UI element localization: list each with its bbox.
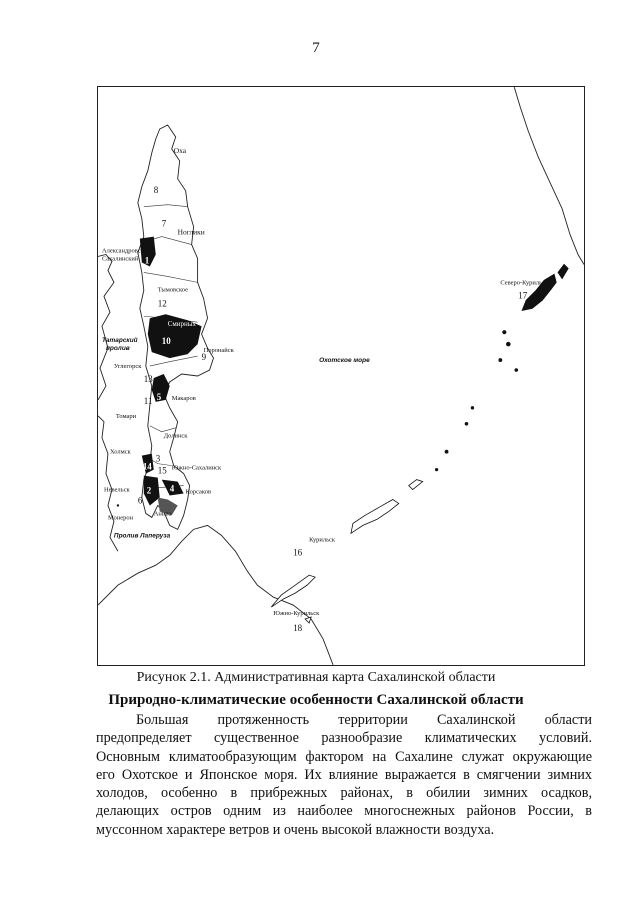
label-la-perouse-strait: Пролив Лаперуза [113,532,171,540]
district-number-3: 3 [155,453,161,464]
district-number-4: 4 [169,483,175,494]
district-number-2: 2 [146,485,152,496]
paragraph-line: Большая протяженность территории Сахалинской области [136,712,592,728]
label-dolinsk: Долинск [163,432,188,440]
label-tymovskoe: Тымовское [157,286,188,294]
paragraph-line: муссонном характере ветров и очень высокой влажности воздуха. [96,821,495,838]
kuril-islands [436,264,569,470]
district-number-17: 17 [518,290,528,301]
label-tomari: Томари [115,412,137,420]
label-smirnykh: Смирных [167,320,196,329]
district-number-10: 10 [161,336,171,347]
district-number-1: 1 [144,255,150,266]
district-number-18: 18 [293,622,303,633]
label-makarov: Макаров [171,394,196,402]
label-kurilsk: Курильск [309,536,336,544]
district-number-12: 12 [157,298,167,309]
page-number: 7 [312,40,320,56]
label-moneron: Монерон [107,514,134,522]
district-number-14: 14 [142,461,152,472]
label-okha: Оха [173,145,187,155]
shikotan-island [305,617,311,623]
mainland-coastline [98,255,114,400]
map-svg [98,87,584,665]
moneron-island [117,504,119,506]
label-poronaysk: Поронайск [203,347,234,355]
paragraph-line: делающих остров одним из наиболее многоснежных районов России, в [96,803,592,820]
label-aleksandrovsk-1: Александровск- [101,247,146,255]
district-number-7: 7 [161,218,167,229]
label-nevelsk: Невельск [103,486,130,494]
figure-caption: Рисунок 2.1. Административная карта Сахалинской области [136,670,496,685]
paragraph-line: холодов, особенно в прибрежных районах, в обилии зимних осадков, [96,785,592,802]
district-number-13: 13 [143,373,153,384]
paragraph-line: Основным климатообразующим фактором на Сахалине служат окружающие [96,748,592,765]
label-korsakov: Корсаков [185,488,212,496]
label-nogliki: Ноглики [177,227,205,237]
district-number-6: 6 [137,495,143,506]
label-yuzhno-sakhalinsk: Южно-Сахалинск [171,464,222,472]
district-number-9: 9 [201,352,207,363]
label-tatar-strait-2: пролив [105,345,130,353]
kamchatka-coastline [514,87,584,264]
paragraph-line: его Охотское и Японское моря. Их влияние выражается в смягчении зимних [96,766,592,783]
district-number-16: 16 [293,547,303,558]
label-tatar-strait-1: Татарский [101,337,138,345]
section-title: Природно-климатические особенности Сахалинской области [108,692,524,708]
urup-island [409,480,423,490]
body-paragraph [96,711,592,839]
label-aniva: Анива [153,510,172,518]
paragraph-line: предопределяет существенное разнообразие климатических условий. [96,730,592,747]
iturup-island [351,499,399,533]
administrative-map [97,86,585,666]
district-number-11: 11 [143,395,153,406]
label-yuzhno-kurilsk: Южно-Курильск [273,610,320,618]
kunashir-island [271,575,315,607]
label-kholmsk: Холмск [109,448,131,456]
label-uglegorsk: Углегорск [113,363,142,371]
mainland-coastline-south [98,416,118,551]
label-severo-kurilsk: Северо-Курильск [500,279,549,287]
district-number-5: 5 [156,391,162,402]
district-number-8: 8 [153,184,159,195]
label-aleksandrovsk-2: Сахалинский [101,255,139,263]
label-okhotsk-sea: Охотское море [319,357,370,365]
district-number-15: 15 [157,465,167,476]
